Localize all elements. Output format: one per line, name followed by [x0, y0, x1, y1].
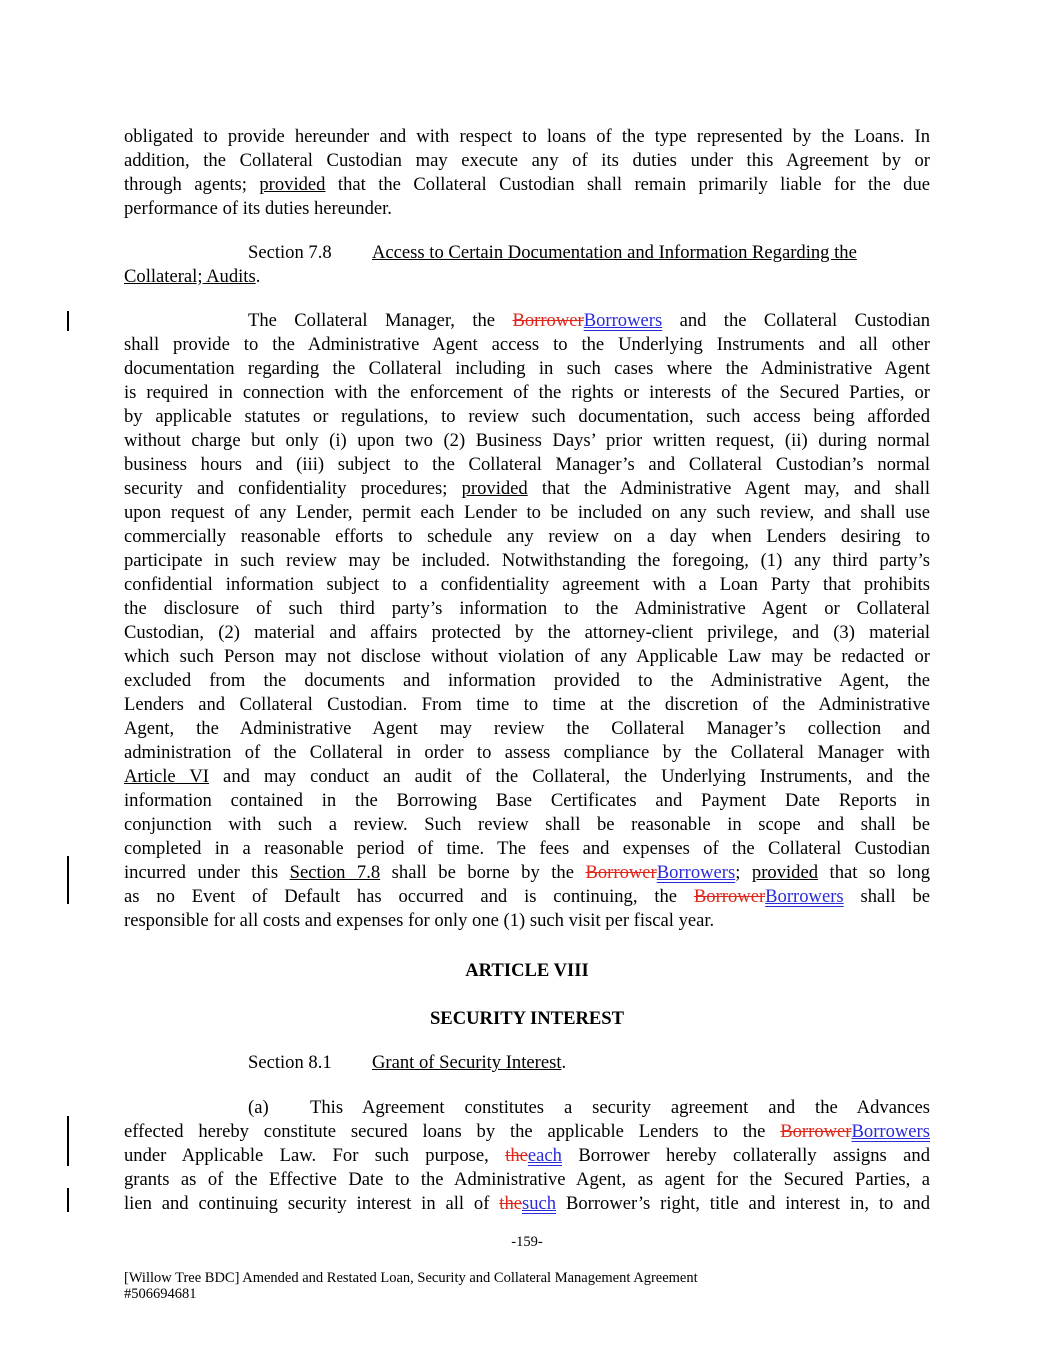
section-7-8-link[interactable]: Section 7.8	[289, 862, 381, 883]
footer-doc-id: #506694681	[124, 1286, 197, 1302]
section-7-8-heading	[248, 241, 930, 265]
para1-line3: through agents; provided that the Collateral Custodian shall remain primarily liable for the due	[124, 174, 930, 195]
para2-line3: documentation regarding the Collateral including in such cases where the Administrative Agent	[124, 358, 930, 379]
footer-doc-title: [Willow Tree BDC] Amended and Restated Loan, Security and Collateral Management Agreement	[124, 1270, 698, 1286]
section-number: Section 8.1	[248, 1052, 332, 1073]
para3-line1: (a) This Agreement constitutes a security agreement and the Advances	[248, 1097, 930, 1118]
para2-line10: commercially reasonable efforts to schedule any review on a day when Lenders desiring to	[124, 526, 930, 547]
para3-line5: lien and continuing security interest in all of thesuch Borrower’s right, title and interest in, to and	[124, 1193, 930, 1214]
para2-line19: administration of the Collateral in order to assess compliance by the Collateral Manager with	[124, 742, 930, 763]
para2-line13: the disclosure of such third party’s information to the Administrative Agent or Collateral	[124, 598, 930, 619]
para2-line15: which such Person may not disclose without violation of any Applicable Law may be redacted or	[124, 646, 930, 667]
para2-line16: excluded from the documents and information provided to the Administrative Agent, the	[124, 670, 930, 691]
change-bar	[67, 1188, 69, 1212]
para2-line7: business hours and (iii) subject to the Collateral Manager’s and Collateral Custodian’s normal	[124, 454, 930, 475]
para2-line6: without charge but only (i) upon two (2) Business Days’ prior written request, (ii) during normal	[124, 430, 930, 451]
para2-line12: confidential information subject to a confidentiality agreement with a Loan Party that prohibits	[124, 574, 930, 595]
inserted-text: such	[522, 1193, 557, 1214]
para2-line17: Lenders and Collateral Custodian. From time to time at the discretion of the Administrative	[124, 694, 930, 715]
para2-line1: The Collateral Manager, the BorrowerBorrowers and the Collateral Custodian	[248, 310, 930, 331]
inserted-text: Borrowers	[583, 310, 663, 331]
change-bar	[67, 856, 69, 904]
para1-line4: performance of its duties hereunder.	[124, 198, 392, 219]
para1-line1: obligated to provide hereunder and with respect to loans of the type represented by the Loans. In	[124, 126, 930, 147]
clause-label: (a)	[248, 1097, 269, 1118]
page-number: -159-	[511, 1234, 543, 1250]
para2-line22: conjunction with such a review. Such review shall be reasonable in scope and shall be	[124, 814, 930, 835]
article-subheading: SECURITY INTEREST	[429, 1008, 625, 1029]
para2-line25: as no Event of Default has occurred and is continuing, the BorrowerBorrowers shall be	[124, 886, 931, 907]
para3-line4: grants as of the Effective Date to the Administrative Agent, as agent for the Secured Parties, a	[124, 1169, 930, 1190]
para2-line2: shall provide to the Administrative Agent access to the Underlying Instruments and all other	[124, 334, 930, 355]
para2-line26: responsible for all costs and expenses for only one (1) such visit per fiscal year.	[124, 910, 715, 931]
article-vi-link[interactable]: Article VI	[124, 766, 209, 787]
inserted-text: each	[527, 1145, 562, 1166]
section-8-1-heading: Section 8.1 Grant of Security Interest.	[248, 1052, 567, 1073]
inserted-text: Borrowers	[765, 886, 844, 907]
para3-line2: effected hereby constitute secured loans by the applicable Lenders to the BorrowerBorrowers	[124, 1121, 930, 1142]
deleted-text: the	[499, 1193, 522, 1214]
deleted-text: Borrower	[585, 862, 657, 883]
para2-line21: information contained in the Borrowing Base Certificates and Payment Date Reports in	[124, 790, 930, 811]
article-heading: ARTICLE VIII	[465, 960, 589, 981]
para2-line24: incurred under this Section 7.8 shall be borne by the BorrowerBorrowers; provided that so long	[124, 862, 930, 883]
change-bar	[67, 1116, 69, 1166]
change-bar	[67, 311, 69, 331]
deleted-text: Borrower	[693, 886, 766, 907]
para2-line14: Custodian, (2) material and affairs protected by the attorney-client privilege, and (3) material	[124, 622, 930, 643]
section-title: Grant of Security Interest	[372, 1052, 562, 1073]
deleted-text: Borrower	[512, 310, 584, 331]
inserted-text: Borrowers	[851, 1121, 930, 1142]
deleted-text: the	[505, 1145, 528, 1166]
para1-line2: addition, the Collateral Custodian may execute any of its duties under this Agreement by or	[124, 150, 930, 171]
inserted-text: Borrowers	[656, 862, 736, 883]
para2-line20: Article VI and may conduct an audit of the Collateral, the Underlying Instruments, and the	[124, 766, 930, 787]
para2-line23: completed in a reasonable period of time. The fees and expenses of the Collateral Custodian	[124, 838, 930, 859]
para2-line8: security and confidentiality procedures; provided that the Administrative Agent may, and shall	[124, 478, 930, 499]
para2-line9: upon request of any Lender, permit each Lender to be included on any such review, and shall use	[124, 502, 930, 523]
para2-line11: participate in such review may be included. Notwithstanding the foregoing, (1) any third party’s	[124, 550, 930, 571]
para2-line4: is required in connection with the enforcement of the rights or interests of the Secured Parties, or	[124, 382, 930, 403]
deleted-text: Borrower	[780, 1121, 852, 1142]
section-title: Access to Certain Documentation and Information Regarding the	[372, 242, 857, 263]
para3-line3: under Applicable Law. For such purpose, theeach Borrower hereby collaterally assigns and	[124, 1145, 930, 1166]
para2-line18: Agent, the Administrative Agent may review the Collateral Manager’s collection and	[124, 718, 930, 739]
para2-line5: by applicable statutes or regulations, to review such documentation, such access being afforded	[124, 406, 930, 427]
section-number: Section 7.8	[248, 242, 332, 263]
section-7-8-heading-line2: Collateral; Audits.	[124, 266, 261, 287]
